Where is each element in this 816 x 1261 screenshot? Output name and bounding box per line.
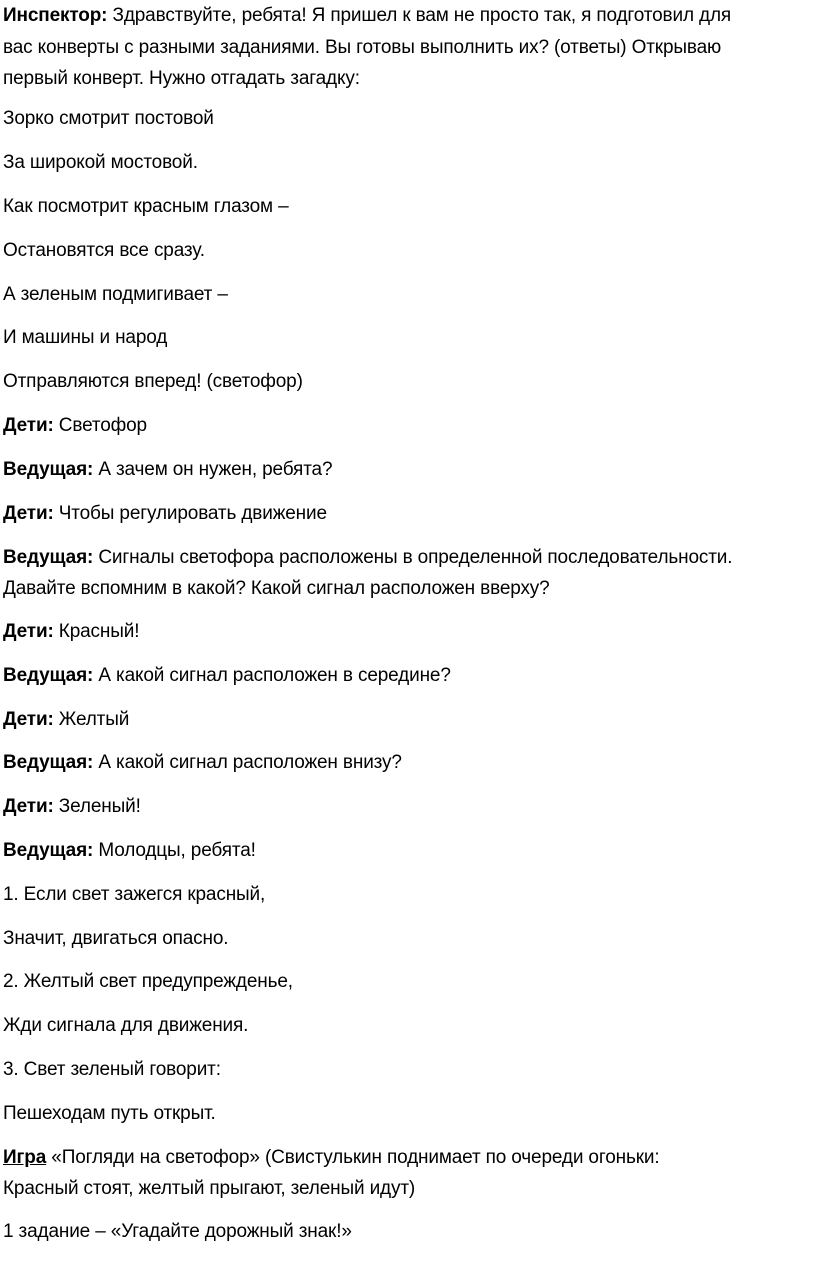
dialogue-text: А какой сигнал расположен в середине? bbox=[93, 665, 451, 686]
speaker-label: Ведущая: bbox=[3, 459, 94, 480]
dialogue-text: Светофор bbox=[53, 415, 147, 436]
dialogue-text: А какой сигнал расположен внизу? bbox=[93, 752, 402, 773]
speaker-label: Инспектор: bbox=[3, 5, 108, 26]
speaker-label: Ведущая: bbox=[3, 665, 94, 686]
poem-line: Пешеходам путь открыт. bbox=[3, 1103, 216, 1124]
riddle-line: Остановятся все сразу. bbox=[3, 240, 205, 261]
riddle-line: Отправляются вперед! (светофор) bbox=[3, 371, 303, 392]
dialogue-text: Красный! bbox=[53, 621, 140, 642]
dialogue-line bbox=[3, 411, 813, 440]
poem-line: 1. Если свет зажегся красный, bbox=[3, 884, 266, 905]
dialogue-line bbox=[3, 792, 813, 821]
dialogue-text: Желтый bbox=[53, 709, 130, 730]
intro-line-3: первый конверт. Нужно отгадать загадку: bbox=[3, 68, 360, 89]
intro-line-2: вас конверты с разными заданиями. Вы готовы выполнить их? (ответы) Открываю bbox=[3, 37, 722, 58]
dialogue-line bbox=[3, 455, 813, 484]
dialogue-text: А зачем он нужен, ребята? bbox=[93, 459, 333, 480]
game-label: Игра bbox=[3, 1147, 47, 1168]
speaker-label: Дети: bbox=[3, 415, 54, 436]
riddle-line: За широкой мостовой. bbox=[3, 152, 198, 173]
speaker-label: Ведущая: bbox=[3, 547, 94, 568]
dialogue-text: Зеленый! bbox=[53, 796, 141, 817]
speaker-label: Дети: bbox=[3, 796, 54, 817]
task-heading: 1 задание – «Угадайте дорожный знак!» bbox=[3, 1221, 352, 1242]
dialogue-line bbox=[3, 836, 813, 865]
dialogue-line bbox=[3, 748, 813, 777]
speaker-label: Ведущая: bbox=[3, 752, 94, 773]
dialogue-line bbox=[3, 499, 813, 528]
speaker-label: Ведущая: bbox=[3, 840, 94, 861]
dialogue-line bbox=[3, 617, 813, 646]
riddle-line: Зорко смотрит постовой bbox=[3, 108, 214, 129]
game-text: «Погляди на светофор» (Свистулькин поднимает по очереди огоньки: bbox=[46, 1147, 660, 1168]
dialogue-text: Молодцы, ребята! bbox=[93, 840, 256, 861]
dialogue-text: Сигналы светофора расположены в определенной последовательности. bbox=[93, 547, 733, 568]
poem-line: 3. Свет зеленый говорит: bbox=[3, 1059, 221, 1080]
poem-line: Значит, двигаться опасно. bbox=[3, 928, 229, 949]
dialogue-line bbox=[3, 661, 813, 690]
dialogue-text: Чтобы регулировать движение bbox=[53, 503, 327, 524]
dialogue-line bbox=[3, 543, 813, 572]
riddle-line: А зеленым подмигивает – bbox=[3, 284, 228, 305]
intro-text-1: Здравствуйте, ребята! Я пришел к вам не просто так, я подготовил для bbox=[107, 5, 732, 26]
intro-line-1 bbox=[3, 1, 813, 30]
speaker-label: Дети: bbox=[3, 709, 54, 730]
poem-line: Жди сигнала для движения. bbox=[3, 1015, 249, 1036]
speaker-label: Дети: bbox=[3, 621, 54, 642]
dialogue-line-continued: Давайте вспомним в какой? Какой сигнал расположен вверху? bbox=[3, 578, 550, 599]
game-line bbox=[3, 1143, 813, 1172]
speaker-label: Дети: bbox=[3, 503, 54, 524]
dialogue-line bbox=[3, 705, 813, 734]
game-line-continued: Красный стоят, желтый прыгают, зеленый идут) bbox=[3, 1178, 416, 1199]
poem-line: 2. Желтый свет предупрежденье, bbox=[3, 971, 293, 992]
riddle-line: И машины и народ bbox=[3, 327, 168, 348]
riddle-line: Как посмотрит красным глазом – bbox=[3, 196, 289, 217]
